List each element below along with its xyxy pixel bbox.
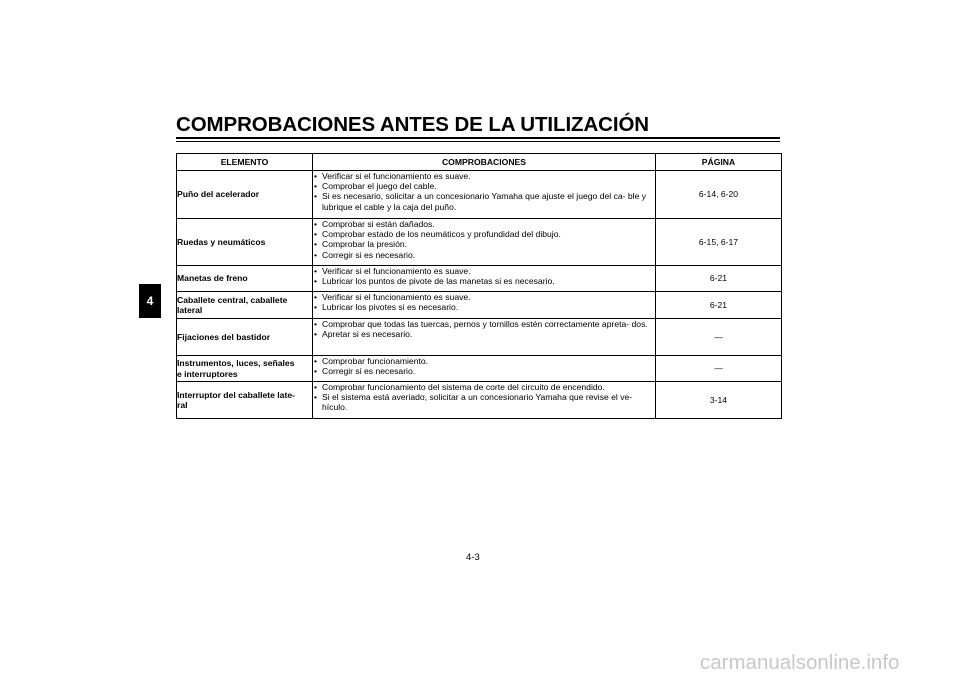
element-name: lateral xyxy=(177,305,203,315)
element-name: Manetas de freno xyxy=(177,273,248,284)
check-item: • Comprobar si están dañados. xyxy=(313,219,655,229)
check-item: • Apretar si es necesario. xyxy=(313,329,655,339)
table-row xyxy=(177,382,782,419)
check-item: • Corregir si es necesario. xyxy=(313,250,655,260)
element-name: Ruedas y neumáticos xyxy=(177,236,266,247)
title-underline-thick xyxy=(176,137,780,139)
page-reference: 3-14 xyxy=(656,382,782,419)
chapter-tab: 4 xyxy=(139,284,161,318)
checks-cell xyxy=(313,292,656,319)
element-name: Caballete central, caballete xyxy=(177,294,288,305)
page-reference: 6-21 xyxy=(656,292,782,319)
pre-operation-checks-table xyxy=(176,153,782,419)
element-name: Interruptor del caballete late- xyxy=(177,389,295,400)
page-reference: 6-21 xyxy=(656,266,782,292)
element-name: Instrumentos, luces, señales xyxy=(177,358,295,369)
element-cell xyxy=(177,319,313,356)
check-item: • Si el sistema está averiado, solicitar a un concesionario Yamaha que revise el ve- hículo. xyxy=(313,392,655,412)
checks-cell xyxy=(313,219,656,266)
check-item: • Si es necesario, solicitar a un concesionario Yamaha que ajuste el juego del ca- ble y lubrique el cable y la caja del puño. xyxy=(313,191,655,211)
check-item: • Comprobar que todas las tuercas, pernos y tornillos estén correctamente apreta- dos. xyxy=(313,319,655,329)
column-header-element: ELEMENTO xyxy=(177,154,313,171)
element-name: ral xyxy=(177,400,188,410)
element-name: Puño del acelerador xyxy=(177,189,260,200)
checks-cell xyxy=(313,266,656,292)
page-reference: — xyxy=(656,356,782,382)
element-cell xyxy=(177,382,313,419)
element-cell xyxy=(177,356,313,382)
element-cell xyxy=(177,219,313,266)
table-row xyxy=(177,171,782,219)
check-item: • Lubricar los puntos de pivote de las manetas si es necesario. xyxy=(313,276,655,286)
checks-cell xyxy=(313,319,656,356)
check-item: • Comprobar funcionamiento del sistema de corte del circuito de encendido. xyxy=(313,382,655,392)
checks-cell xyxy=(313,171,656,219)
element-name: Fijaciones del bastidor xyxy=(177,331,271,342)
title-underline-thin xyxy=(176,141,780,142)
check-item: • Comprobar la presión. xyxy=(313,239,655,249)
table-row xyxy=(177,319,782,356)
check-item: • Verificar si el funcionamiento es suave. xyxy=(313,171,655,181)
table-header-row xyxy=(177,154,782,171)
element-cell xyxy=(177,292,313,319)
check-item: • Verificar si el funcionamiento es suave. xyxy=(313,292,655,302)
element-cell xyxy=(177,171,313,219)
page-number: 4-3 xyxy=(466,552,480,563)
column-header-checks: COMPROBACIONES xyxy=(313,154,656,171)
checks-cell xyxy=(313,382,656,419)
column-header-page: PÁGINA xyxy=(656,154,782,171)
page-reference: 6-15, 6-17 xyxy=(656,219,782,266)
element-name: e interruptores xyxy=(177,368,238,379)
table-row xyxy=(177,219,782,266)
check-item: • Comprobar estado de los neumáticos y profundidad del dibujo. xyxy=(313,229,655,239)
page-title: COMPROBACIONES ANTES DE LA UTILIZACIÓN xyxy=(176,113,650,136)
check-item: • Comprobar el juego del cable. xyxy=(313,181,655,191)
checks-cell xyxy=(313,356,656,382)
page-reference: 6-14, 6-20 xyxy=(656,171,782,219)
table-row xyxy=(177,292,782,319)
check-item: • Lubricar los pivotes si es necesario. xyxy=(313,302,655,312)
table-row xyxy=(177,266,782,292)
check-item: • Verificar si el funcionamiento es suave. xyxy=(313,266,655,276)
check-item: • Comprobar funcionamiento. xyxy=(313,356,655,366)
watermark-text: carmanualsonline.info xyxy=(700,651,900,674)
table-row xyxy=(177,356,782,382)
page-reference: — xyxy=(656,319,782,356)
check-item: • Corregir si es necesario. xyxy=(313,366,655,376)
element-cell xyxy=(177,266,313,292)
